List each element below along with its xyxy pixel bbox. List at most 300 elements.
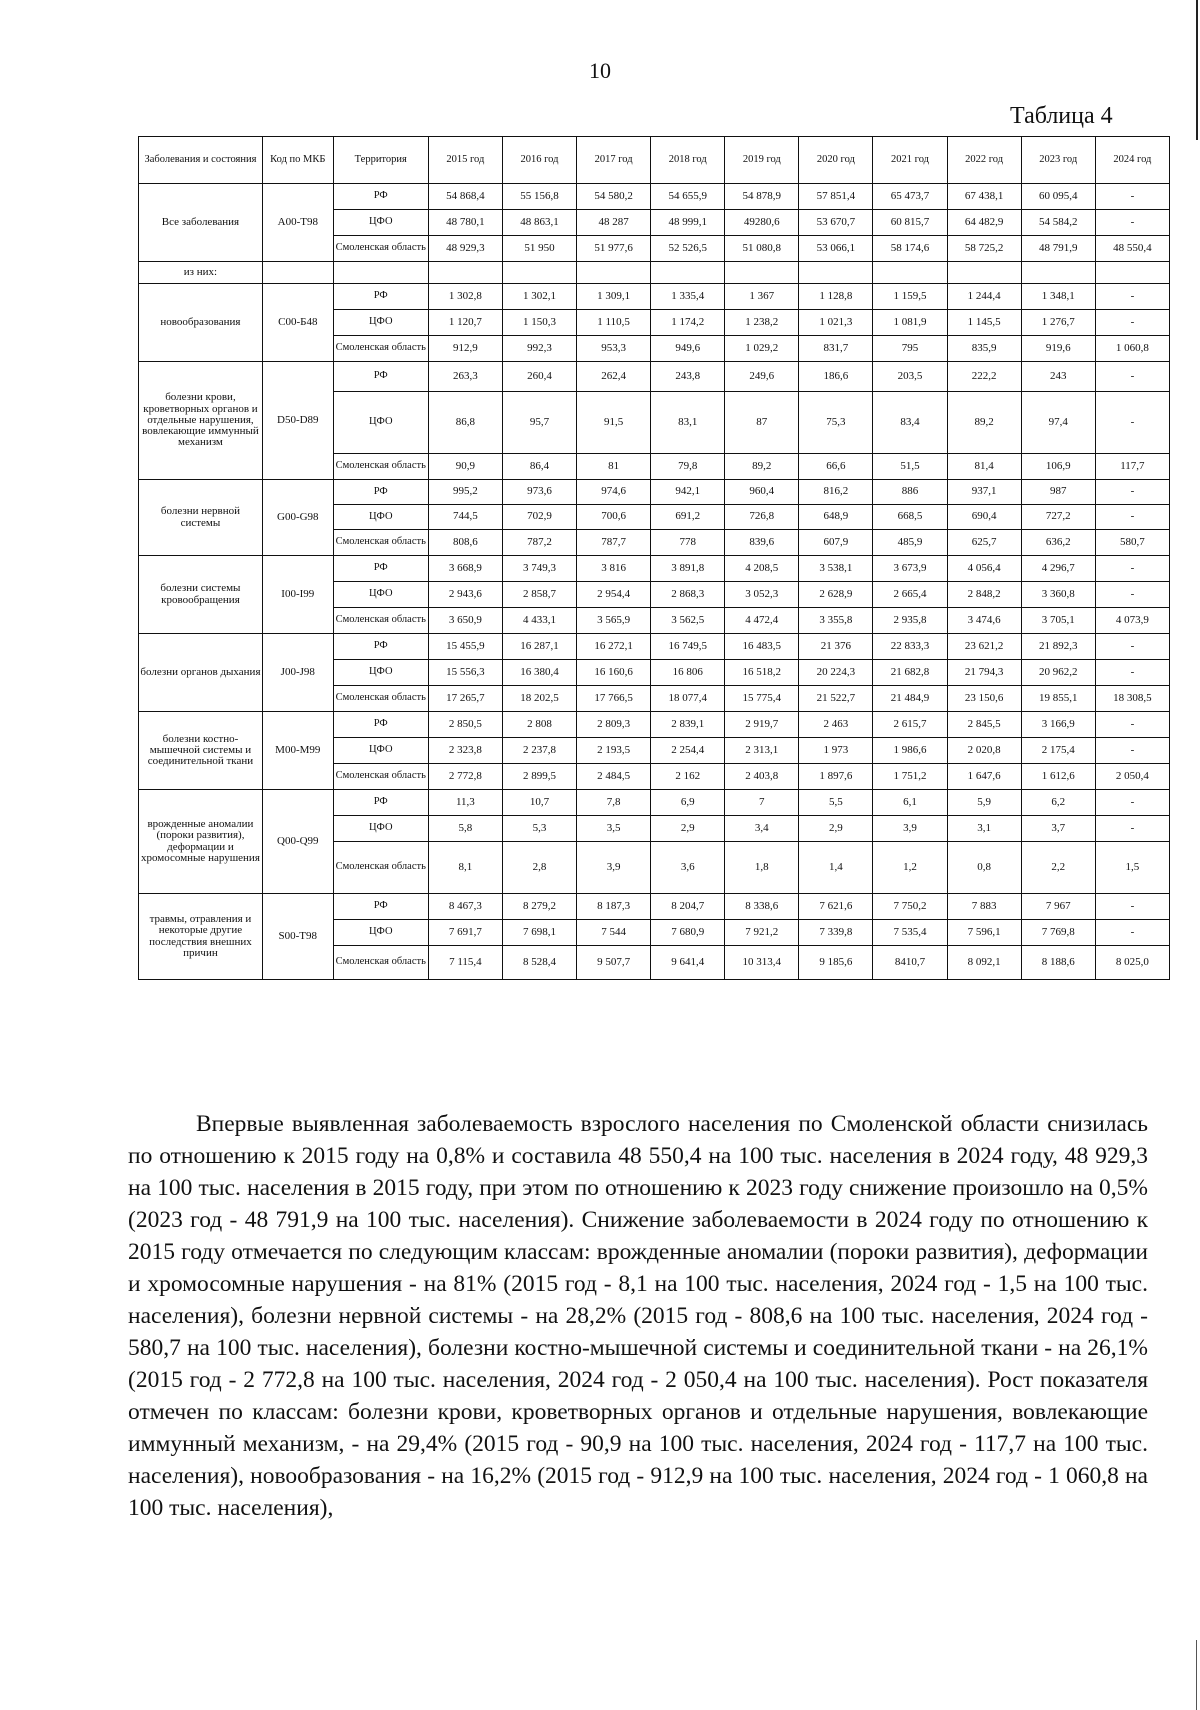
value-cell: 485,9 [873, 530, 947, 556]
empty-cell [333, 262, 428, 284]
value-cell: 8410,7 [873, 946, 947, 980]
territory-cell: РФ [333, 790, 428, 816]
value-cell: 816,2 [799, 480, 873, 505]
value-cell: 8 204,7 [651, 894, 725, 920]
value-cell: - [1095, 184, 1169, 210]
value-cell: 2 403,8 [725, 764, 799, 790]
value-cell: 48 780,1 [428, 210, 502, 236]
value-cell: - [1095, 790, 1169, 816]
value-cell: 726,8 [725, 505, 799, 530]
value-cell: 1,4 [799, 842, 873, 894]
value-cell: 0,8 [947, 842, 1021, 894]
value-cell: 1 348,1 [1021, 284, 1095, 310]
disease-name-cell: врожденные аномалии (пороки развития), деформации и хромосомные нарушения [139, 790, 263, 894]
table-row [139, 634, 1170, 660]
value-cell: 8 092,1 [947, 946, 1021, 980]
value-cell: - [1095, 634, 1169, 660]
value-cell: 808,6 [428, 530, 502, 556]
value-cell: 912,9 [428, 336, 502, 362]
value-cell: 607,9 [799, 530, 873, 556]
value-cell: 21 484,9 [873, 686, 947, 712]
value-cell: 1,8 [725, 842, 799, 894]
value-cell: 2,9 [651, 816, 725, 842]
value-cell: 51 950 [502, 236, 576, 262]
value-cell: 4 056,4 [947, 556, 1021, 582]
value-cell: 86,4 [502, 454, 576, 480]
territory-cell: РФ [333, 480, 428, 505]
value-cell: 3 816 [577, 556, 651, 582]
value-cell: 3 891,8 [651, 556, 725, 582]
value-cell: 23 150,6 [947, 686, 1021, 712]
value-cell: 7,8 [577, 790, 651, 816]
value-cell: 3 360,8 [1021, 582, 1095, 608]
value-cell: 2 899,5 [502, 764, 576, 790]
empty-cell [1095, 262, 1169, 284]
body-paragraph: Впервые выявленная заболеваемость взрослого населения по Смоленской области снизилась по отношению к 2015 году на 0,8% и составила 48 550,4 на 100 тыс. населения в 2024 году, 48 929,3 на 100 тыс. населения в 2015 году, при этом по отношению к 2023 году снижение произошло на 0,5% (2023 год - 48 791,9 на 100 тыс. населения). Снижение заболеваемости в 2024 году по отношению к 2015 году отмечается по следующим классам: врожденные аномалии (пороки развития), деформации и хромосомные нарушения - на 81% (2015 год - 8,1 на 100 тыс. населения, 2024 год - 1,5 на 100 тыс. населения), болезни нервной системы - на 28,2% (2015 год - 808,6 на 100 тыс. населения, 2024 год - 580,7 на 100 тыс. населения), болезни костно-мышечной системы и соединительной ткани - на 26,1% (2015 год - 2 772,8 на 100 тыс. населения, 2024 год - 2 050,4 на 100 тыс. населения). Рост показателя отмечен по классам: болезни крови, кроветворных органов и отдельные нарушения, вовлекающие иммунный механизм, - на 29,4% (2015 год - 90,9 на 100 тыс. населения, 2024 год - 117,7 на 100 тыс. населения), новообразования - на 16,2% (2015 год - 912,9 на 100 тыс. населения, 2024 год - 1 060,8 на 100 тыс. населения), [128, 1111, 1148, 1521]
value-cell: 5,5 [799, 790, 873, 816]
value-cell: - [1095, 310, 1169, 336]
value-cell: - [1095, 362, 1169, 392]
empty-cell [799, 262, 873, 284]
value-cell: 1 174,2 [651, 310, 725, 336]
value-cell: - [1095, 738, 1169, 764]
value-cell: 744,5 [428, 505, 502, 530]
value-cell: 1 897,6 [799, 764, 873, 790]
value-cell: 60 815,7 [873, 210, 947, 236]
value-cell: 65 473,7 [873, 184, 947, 210]
page-number: 10 [589, 58, 611, 83]
value-cell: 8,1 [428, 842, 502, 894]
value-cell: 1 973 [799, 738, 873, 764]
value-cell: 2 954,4 [577, 582, 651, 608]
territory-cell: Смоленская область [333, 764, 428, 790]
value-cell: 7 883 [947, 894, 1021, 920]
value-cell: 953,3 [577, 336, 651, 362]
value-cell: 83,4 [873, 392, 947, 454]
value-cell: 91,5 [577, 392, 651, 454]
value-cell: 58 174,6 [873, 236, 947, 262]
value-cell: 1 986,6 [873, 738, 947, 764]
column-header: Код по МКБ [262, 137, 333, 184]
value-cell: 64 482,9 [947, 210, 1021, 236]
territory-cell: Смоленская область [333, 336, 428, 362]
value-cell: 625,7 [947, 530, 1021, 556]
territory-cell: РФ [333, 184, 428, 210]
value-cell: 21 682,8 [873, 660, 947, 686]
value-cell: 960,4 [725, 480, 799, 505]
value-cell: 2 943,6 [428, 582, 502, 608]
value-cell: 2 850,5 [428, 712, 502, 738]
value-cell: 3 650,9 [428, 608, 502, 634]
column-header: 2019 год [725, 137, 799, 184]
icd-code-cell: С00-Б48 [262, 284, 333, 362]
value-cell: 16 272,1 [577, 634, 651, 660]
value-cell: 53 670,7 [799, 210, 873, 236]
value-cell: - [1095, 712, 1169, 738]
column-header: 2018 год [651, 137, 725, 184]
value-cell: 3 538,1 [799, 556, 873, 582]
value-cell: 1 159,5 [873, 284, 947, 310]
value-cell: 57 851,4 [799, 184, 873, 210]
value-cell: 15 775,4 [725, 686, 799, 712]
value-cell: 2 193,5 [577, 738, 651, 764]
value-cell: 243 [1021, 362, 1095, 392]
value-cell: 949,6 [651, 336, 725, 362]
value-cell: 1 276,7 [1021, 310, 1095, 336]
value-cell: 53 066,1 [799, 236, 873, 262]
icd-code-cell: D50-D89 [262, 362, 333, 480]
value-cell: 5,9 [947, 790, 1021, 816]
icd-code-cell: S00-T98 [262, 894, 333, 980]
value-cell: 1 309,1 [577, 284, 651, 310]
value-cell: 48 550,4 [1095, 236, 1169, 262]
table-row [139, 712, 1170, 738]
value-cell: 16 749,5 [651, 634, 725, 660]
value-cell: 8 338,6 [725, 894, 799, 920]
table-row [139, 362, 1170, 392]
value-cell: 6,1 [873, 790, 947, 816]
value-cell: 10 313,4 [725, 946, 799, 980]
table-row [139, 184, 1170, 210]
value-cell: 992,3 [502, 336, 576, 362]
value-cell: 668,5 [873, 505, 947, 530]
value-cell: 67 438,1 [947, 184, 1021, 210]
value-cell: 7 680,9 [651, 920, 725, 946]
empty-cell [262, 262, 333, 284]
value-cell: 4 433,1 [502, 608, 576, 634]
value-cell: 260,4 [502, 362, 576, 392]
column-header: 2016 год [502, 137, 576, 184]
value-cell: 48 929,3 [428, 236, 502, 262]
value-cell: 16 806 [651, 660, 725, 686]
value-cell: 1 238,2 [725, 310, 799, 336]
value-cell: 16 287,1 [502, 634, 576, 660]
territory-cell: Смоленская область [333, 236, 428, 262]
value-cell: 48 863,1 [502, 210, 576, 236]
value-cell: 2 868,3 [651, 582, 725, 608]
value-cell: 3 166,9 [1021, 712, 1095, 738]
value-cell: 5,3 [502, 816, 576, 842]
value-cell: 6,9 [651, 790, 725, 816]
empty-cell [428, 262, 502, 284]
value-cell: 17 265,7 [428, 686, 502, 712]
value-cell: 15 556,3 [428, 660, 502, 686]
value-cell: 2 772,8 [428, 764, 502, 790]
territory-cell: ЦФО [333, 738, 428, 764]
table-body [139, 184, 1170, 980]
value-cell: 1 081,9 [873, 310, 947, 336]
value-cell: 886 [873, 480, 947, 505]
value-cell: - [1095, 894, 1169, 920]
value-cell: 3,6 [651, 842, 725, 894]
value-cell: 90,9 [428, 454, 502, 480]
value-cell: 89,2 [947, 392, 1021, 454]
value-cell: 3,9 [577, 842, 651, 894]
value-cell: 21 376 [799, 634, 873, 660]
value-cell: 1 302,8 [428, 284, 502, 310]
value-cell: - [1095, 582, 1169, 608]
value-cell: 7 967 [1021, 894, 1095, 920]
morbidity-table [138, 136, 1170, 980]
value-cell: - [1095, 816, 1169, 842]
value-cell: 17 766,5 [577, 686, 651, 712]
value-cell: 1,2 [873, 842, 947, 894]
value-cell: 23 621,2 [947, 634, 1021, 660]
value-cell: 987 [1021, 480, 1095, 505]
value-cell: 48 287 [577, 210, 651, 236]
territory-cell: ЦФО [333, 505, 428, 530]
value-cell: 3,5 [577, 816, 651, 842]
value-cell: 835,9 [947, 336, 1021, 362]
table-row [139, 284, 1170, 310]
value-cell: 2 919,7 [725, 712, 799, 738]
value-cell: 3 474,6 [947, 608, 1021, 634]
subheader-label: из них: [139, 262, 263, 284]
value-cell: 1 145,5 [947, 310, 1021, 336]
value-cell: 702,9 [502, 505, 576, 530]
value-cell: 54 584,2 [1021, 210, 1095, 236]
territory-cell: ЦФО [333, 660, 428, 686]
value-cell: 937,1 [947, 480, 1021, 505]
value-cell: 4 073,9 [1095, 608, 1169, 634]
value-cell: 2 808 [502, 712, 576, 738]
value-cell: 3,9 [873, 816, 947, 842]
value-cell: 7 [725, 790, 799, 816]
territory-cell: РФ [333, 894, 428, 920]
column-header: 2020 год [799, 137, 873, 184]
column-header: 2022 год [947, 137, 1021, 184]
value-cell: 2,9 [799, 816, 873, 842]
value-cell: 2 463 [799, 712, 873, 738]
value-cell: 8 279,2 [502, 894, 576, 920]
value-cell: 2 615,7 [873, 712, 947, 738]
value-cell: 4 208,5 [725, 556, 799, 582]
territory-cell: Смоленская область [333, 842, 428, 894]
value-cell: 3,7 [1021, 816, 1095, 842]
value-cell: 9 507,7 [577, 946, 651, 980]
value-cell: 2 237,8 [502, 738, 576, 764]
value-cell: 83,1 [651, 392, 725, 454]
value-cell: 1 060,8 [1095, 336, 1169, 362]
value-cell: 942,1 [651, 480, 725, 505]
column-header: 2017 год [577, 137, 651, 184]
value-cell: 186,6 [799, 362, 873, 392]
value-cell: - [1095, 210, 1169, 236]
icd-code-cell: J00-J98 [262, 634, 333, 712]
value-cell: 691,2 [651, 505, 725, 530]
value-cell: 8 467,3 [428, 894, 502, 920]
value-cell: 48 791,9 [1021, 236, 1095, 262]
value-cell: 2 323,8 [428, 738, 502, 764]
value-cell: 1 244,4 [947, 284, 1021, 310]
table-row [139, 480, 1170, 505]
value-cell: 89,2 [725, 454, 799, 480]
value-cell: 1 751,2 [873, 764, 947, 790]
value-cell: 995,2 [428, 480, 502, 505]
value-cell: 249,6 [725, 362, 799, 392]
value-cell: 2,2 [1021, 842, 1095, 894]
table-row [139, 556, 1170, 582]
value-cell: 1 021,3 [799, 310, 873, 336]
value-cell: 831,7 [799, 336, 873, 362]
column-header: 2015 год [428, 137, 502, 184]
value-cell: 106,9 [1021, 454, 1095, 480]
value-cell: 2 254,4 [651, 738, 725, 764]
value-cell: 580,7 [1095, 530, 1169, 556]
value-cell: 787,7 [577, 530, 651, 556]
value-cell: 243,8 [651, 362, 725, 392]
value-cell: 1 120,7 [428, 310, 502, 336]
value-cell: 55 156,8 [502, 184, 576, 210]
value-cell: 9 185,6 [799, 946, 873, 980]
disease-name-cell: новообразования [139, 284, 263, 362]
empty-cell [651, 262, 725, 284]
value-cell: - [1095, 480, 1169, 505]
value-cell: - [1095, 284, 1169, 310]
value-cell: 21 794,3 [947, 660, 1021, 686]
disease-name-cell: болезни крови, кроветворных органов и отдельные нарушения, вовлекающие иммунный механизм [139, 362, 263, 480]
column-header: 2021 год [873, 137, 947, 184]
value-cell: 117,7 [1095, 454, 1169, 480]
territory-cell: РФ [333, 284, 428, 310]
empty-cell [947, 262, 1021, 284]
value-cell: 2 050,4 [1095, 764, 1169, 790]
value-cell: 839,6 [725, 530, 799, 556]
value-cell: 2 665,4 [873, 582, 947, 608]
value-cell: 2 839,1 [651, 712, 725, 738]
territory-cell: РФ [333, 712, 428, 738]
value-cell: 1 110,5 [577, 310, 651, 336]
value-cell: 2 162 [651, 764, 725, 790]
disease-name-cell: болезни органов дыхания [139, 634, 263, 712]
value-cell: 22 833,3 [873, 634, 947, 660]
value-cell: 4 472,4 [725, 608, 799, 634]
territory-cell: ЦФО [333, 816, 428, 842]
empty-cell [725, 262, 799, 284]
value-cell: 97,4 [1021, 392, 1095, 454]
value-cell: 974,6 [577, 480, 651, 505]
empty-cell [502, 262, 576, 284]
value-cell: 87 [725, 392, 799, 454]
value-cell: 66,6 [799, 454, 873, 480]
value-cell: 5,8 [428, 816, 502, 842]
value-cell: 2 848,2 [947, 582, 1021, 608]
value-cell: 2 858,7 [502, 582, 576, 608]
value-cell: 3 355,8 [799, 608, 873, 634]
column-header: Заболевания и состояния [139, 137, 263, 184]
value-cell: 1 029,2 [725, 336, 799, 362]
value-cell: 8 187,3 [577, 894, 651, 920]
value-cell: 3 052,3 [725, 582, 799, 608]
value-cell: 7 750,2 [873, 894, 947, 920]
value-cell: 3 565,9 [577, 608, 651, 634]
subheader-row [139, 262, 1170, 284]
table-label: Таблица 4 [1010, 103, 1113, 129]
value-cell: 8 025,0 [1095, 946, 1169, 980]
value-cell: 6,2 [1021, 790, 1095, 816]
value-cell: 75,3 [799, 392, 873, 454]
value-cell: 16 518,2 [725, 660, 799, 686]
value-cell: 7 691,7 [428, 920, 502, 946]
value-cell: 973,6 [502, 480, 576, 505]
value-cell: 8 528,4 [502, 946, 576, 980]
value-cell: 18 308,5 [1095, 686, 1169, 712]
value-cell: 262,4 [577, 362, 651, 392]
column-header: Территория [333, 137, 428, 184]
value-cell: 2 484,5 [577, 764, 651, 790]
value-cell: 52 526,5 [651, 236, 725, 262]
value-cell: 60 095,4 [1021, 184, 1095, 210]
value-cell: 2 175,4 [1021, 738, 1095, 764]
value-cell: 1 367 [725, 284, 799, 310]
value-cell: 51,5 [873, 454, 947, 480]
value-cell: 15 455,9 [428, 634, 502, 660]
value-cell: 690,4 [947, 505, 1021, 530]
value-cell: 16 380,4 [502, 660, 576, 686]
value-cell: 7 921,2 [725, 920, 799, 946]
territory-cell: ЦФО [333, 582, 428, 608]
disease-name-cell: болезни системы кровообращения [139, 556, 263, 634]
value-cell: 81 [577, 454, 651, 480]
value-cell: 3,4 [725, 816, 799, 842]
value-cell: 795 [873, 336, 947, 362]
value-cell: 54 878,9 [725, 184, 799, 210]
value-cell: 18 202,5 [502, 686, 576, 712]
value-cell: 48 999,1 [651, 210, 725, 236]
value-cell: 1 302,1 [502, 284, 576, 310]
value-cell: 86,8 [428, 392, 502, 454]
column-header: 2023 год [1021, 137, 1095, 184]
territory-cell: Смоленская область [333, 608, 428, 634]
value-cell: 787,2 [502, 530, 576, 556]
empty-cell [1021, 262, 1095, 284]
value-cell: 54 655,9 [651, 184, 725, 210]
disease-name-cell: болезни костно-мышечной системы и соединительной ткани [139, 712, 263, 790]
empty-cell [577, 262, 651, 284]
territory-cell: РФ [333, 556, 428, 582]
territory-cell: ЦФО [333, 920, 428, 946]
territory-cell: Смоленская область [333, 946, 428, 980]
territory-cell: ЦФО [333, 210, 428, 236]
value-cell: 1 647,6 [947, 764, 1021, 790]
value-cell: - [1095, 505, 1169, 530]
value-cell: 1 612,6 [1021, 764, 1095, 790]
value-cell: 919,6 [1021, 336, 1095, 362]
value-cell: - [1095, 920, 1169, 946]
value-cell: 95,7 [502, 392, 576, 454]
table-row [139, 790, 1170, 816]
value-cell: 2,8 [502, 842, 576, 894]
value-cell: 3 749,3 [502, 556, 576, 582]
territory-cell: ЦФО [333, 310, 428, 336]
territory-cell: Смоленская область [333, 530, 428, 556]
empty-cell [873, 262, 947, 284]
value-cell: 2 845,5 [947, 712, 1021, 738]
icd-code-cell: Q00-Q99 [262, 790, 333, 894]
disease-name-cell: болезни нервной системы [139, 480, 263, 556]
territory-cell: Смоленская область [333, 686, 428, 712]
value-cell: 636,2 [1021, 530, 1095, 556]
value-cell: 1,5 [1095, 842, 1169, 894]
icd-code-cell: А00-Т98 [262, 184, 333, 262]
table-row [139, 894, 1170, 920]
value-cell: 11,3 [428, 790, 502, 816]
value-cell: 700,6 [577, 505, 651, 530]
value-cell: 49280,6 [725, 210, 799, 236]
value-cell: - [1095, 556, 1169, 582]
territory-cell: РФ [333, 362, 428, 392]
table-header-row [139, 137, 1170, 184]
